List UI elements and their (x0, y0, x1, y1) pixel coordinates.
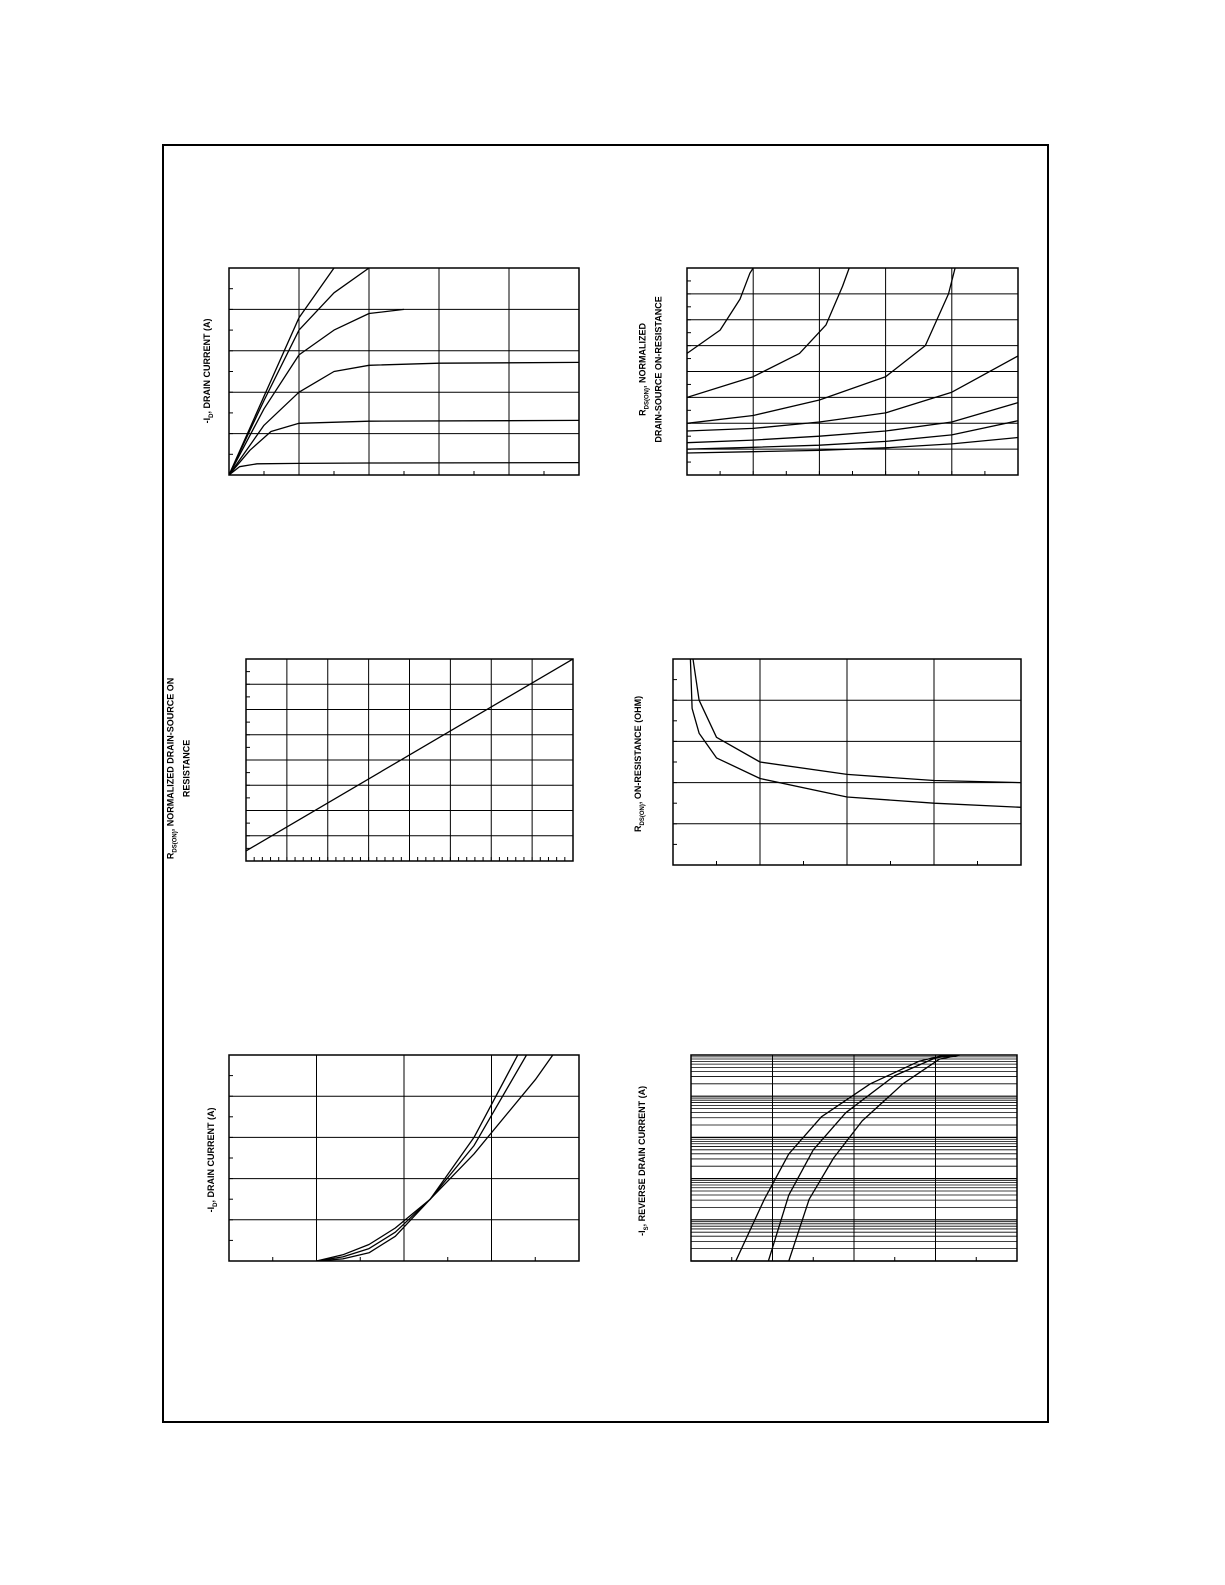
series-line-2 (693, 659, 1021, 783)
chart6-y-axis-label: $-I_S$, REVERSE DRAIN CURRENT (A) (637, 1085, 650, 1236)
chart-transfer-characteristics (229, 1055, 579, 1261)
plot-frame (229, 268, 579, 475)
series-line-6 (687, 421, 1018, 449)
series-line-1 (317, 1055, 518, 1261)
series-line-3 (789, 1055, 960, 1261)
series-line-3 (317, 1055, 553, 1261)
series-line-1 (736, 1055, 952, 1261)
series-line-2 (687, 268, 849, 397)
chart-drain-current-vs-voltage (229, 268, 579, 475)
chart-normalized-on-resistance (687, 268, 1018, 475)
series-line-7 (687, 438, 1018, 454)
series-line-2 (229, 420, 579, 475)
series-line-1 (690, 659, 1021, 807)
chart1-y-axis-label: $-I_D$, DRAIN CURRENT (A) (202, 318, 215, 424)
series-line-5 (687, 403, 1018, 443)
series-line-2 (317, 1055, 527, 1261)
series-line-1 (687, 268, 753, 353)
series-line-2 (768, 1055, 956, 1261)
series-line-4 (687, 356, 1018, 431)
chart-reverse-drain-current (691, 1055, 1017, 1261)
chart-on-resistance-ohm (673, 659, 1021, 865)
chart4-y-axis-label: $R_{DS(ON)}$, ON-RESISTANCE (OHM) (633, 695, 646, 832)
series-line-3 (229, 362, 579, 475)
chart3-y-axis-label: $R_{DS(ON)}$, NORMALIZED DRAIN-SOURCE ON RESISTANCE (165, 677, 192, 860)
chart2-y-axis-label: $R_{DS(ON)}$, NORMALIZED DRAIN-SOURCE ON-RESISTANCE (637, 296, 664, 443)
chart5-y-axis-label: $-I_D$, DRAIN CURRENT (A) (206, 1107, 219, 1213)
chart-on-resistance-linear (246, 659, 573, 861)
